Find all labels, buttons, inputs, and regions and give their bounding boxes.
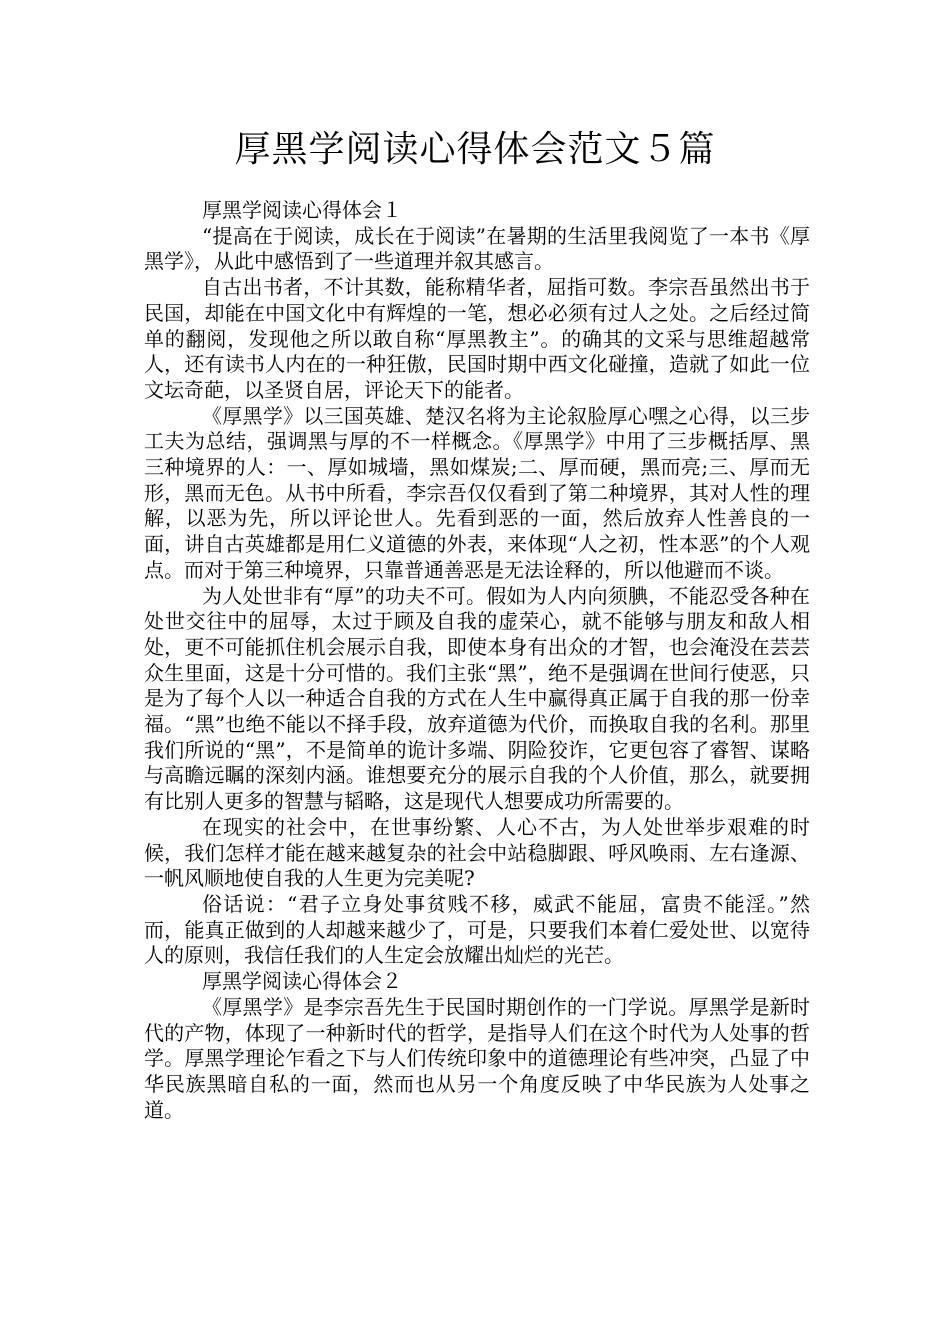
paragraph: 自古出书者，不计其数，能称精华者，屈指可数。李宗吾虽然出书于民国，却能在中国文化中有辉煌的一笔，想必必须有过人之处。之后经过简单的翻阅，发现他之所以敢自称“厚黑教主”。的确其的文采与思维超越常人，还有读书人内在的一种狂傲，民国时期中西文化碰撞，造就了如此一位文坛奇葩，以圣贤自居，评论天下的能者。 (144, 275, 810, 402)
paragraph: 为人处世非有“厚”的功夫不可。假如为人内向须腆，不能忍受各种在处世交往中的屈辱，太过于顾及自我的虚荣心，就不能够与朋友和敌人相处，更不可能抓住机会展示自我，即使本身有出众的才智，也会淹没在芸芸众生里面，这是十分可惜的。我们主张“黑”，绝不是强调在世间行使恶，只是为了每个人以一种适合自我的方式在人生中赢得真正属于自我的那一份幸福。“黑”也绝不能以不择手段，放弃道德为代价，而换取自我的名利。那里我们所说的“黑”，不是简单的诡计多端、阴险狡诈，它更包容了睿智、谋略与高瞻远瞩的深刻内涵。谁想要充分的展示自我的个人价值，那么，就要拥有比别人更多的智慧与韬略，这是现代人想要成功所需要的。 (144, 583, 810, 814)
section-heading-2: 厚黑学阅读心得体会２ (202, 969, 402, 994)
paragraph: 俗话说：“君子立身处事贫贱不移，威武不能屈，富贵不能淫。”然而，能真正做到的人却越来越少了，可是，只要我们本着仁爱处世、以宽待人的原则，我信任我们的人生定会放耀出灿烂的光芒。 (144, 891, 810, 968)
document-title: 厚黑学阅读心得体会范文５篇 (234, 129, 716, 170)
document-body (144, 198, 810, 1123)
paragraph: “提高在于阅读，成长在于阅读”在暑期的生活里我阅览了一本书《厚黑学》，从此中感悟到了一些道理并叙其感言。 (144, 223, 810, 274)
section-heading-1: 厚黑学阅读心得体会１ (202, 198, 402, 222)
paragraph: 在现实的社会中，在世事纷繁、人心不古，为人处世举步艰难的时候，我们怎样才能在越来越复杂的社会中站稳脚跟、呼风唤雨、左右逢源、一帆风顺地使自我的人生更为完美呢? (144, 814, 810, 891)
paragraph: 《厚黑学》是李宗吾先生于民国时期创作的一门学说。厚黑学是新时代的产物，体现了一种新时代的哲学，是指导人们在这个时代为人处事的哲学。厚黑学理论乍看之下与人们传统印象中的道德理论有些冲突，凸显了中华民族黑暗自私的一面，然而也从另一个角度反映了中华民族为人处事之道。 (144, 994, 810, 1122)
paragraph: 《厚黑学》以三国英雄、楚汉名将为主论叙脸厚心嘿之心得，以三步工夫为总结，强调黑与厚的不一样概念。《厚黑学》中用了三步概括厚、黑三种境界的人：一、厚如城墙，黑如煤炭;二、厚而硬，黑而亮;三、厚而无形，黑而无色。从书中所看，李宗吾仅仅看到了第二种境界，其对人性的理解，以恶为先，所以评论世人。先看到恶的一面，然后放弃人性善良的一面，讲自古英雄都是用仁义道德的外表，来体现“人之初，性本恶”的个人观点。而对于第三种境界，只靠普通善恶是无法诠释的，所以他避而不谈。 (144, 403, 810, 582)
